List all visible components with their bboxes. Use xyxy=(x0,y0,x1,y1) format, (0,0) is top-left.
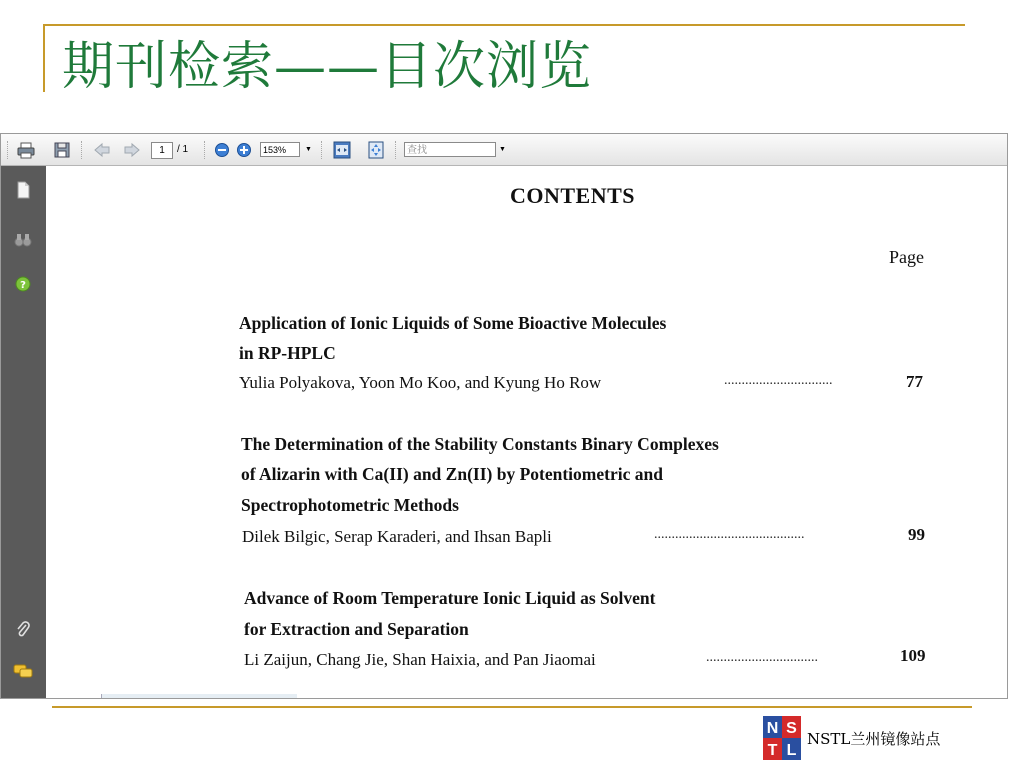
document-page-area[interactable] xyxy=(46,166,1008,699)
zoom-dropdown-chevron-down-icon[interactable]: ▼ xyxy=(305,146,312,153)
search-binoculars-icon[interactable] xyxy=(13,230,33,250)
entry-title-line: of Alizarin with Ca(II) and Zn(II) by Potentiometric and xyxy=(241,464,663,484)
entry-page-number: 109 xyxy=(900,646,926,665)
next-page-icon[interactable] xyxy=(123,141,141,159)
find-input[interactable]: 查找 xyxy=(404,142,496,157)
entry-title-line: in RP-HPLC xyxy=(239,343,336,363)
previous-page-icon[interactable] xyxy=(93,141,111,159)
page-total-label: / 1 xyxy=(177,144,189,155)
toolbar-separator xyxy=(81,141,84,159)
page-column-label: Page xyxy=(889,247,924,267)
page-number-input[interactable]: 1 xyxy=(151,142,173,159)
logo-letter: L xyxy=(786,742,797,759)
attachment-icon[interactable] xyxy=(13,620,33,640)
slide-top-rule xyxy=(43,24,965,26)
help-icon[interactable] xyxy=(13,274,33,294)
entry-page-number: 77 xyxy=(906,372,923,391)
nstl-logo xyxy=(763,716,801,760)
zoom-level-select[interactable]: 153% xyxy=(260,142,300,157)
entry-authors: Yulia Polyakova, Yoon Mo Koo, and Kyung Ho Row xyxy=(239,373,602,392)
print-icon[interactable] xyxy=(17,141,35,159)
entry-page-number: 99 xyxy=(908,525,925,544)
toolbar-separator xyxy=(321,141,324,159)
pages-icon[interactable] xyxy=(13,180,33,200)
zoom-out-icon[interactable] xyxy=(213,141,231,159)
entry-title-line: Spectrophotometric Methods xyxy=(241,495,459,515)
slide-left-rule xyxy=(43,24,45,92)
svg-text:?: ? xyxy=(20,280,26,291)
entry-leader-dots: ........................................... xyxy=(654,527,805,542)
logo-letter: S xyxy=(786,720,797,737)
logo-letter: N xyxy=(766,720,779,737)
horizontal-scrollbar[interactable] xyxy=(101,694,297,699)
entry-title-line: The Determination of the Stability Constants Binary Complexes xyxy=(241,434,719,454)
find-dropdown-chevron-down-icon[interactable]: ▼ xyxy=(499,146,506,153)
pdf-viewer-window xyxy=(0,133,1008,699)
viewer-toolbar xyxy=(1,134,1007,166)
entry-leader-dots: ................................ xyxy=(706,650,818,665)
logo-letter: T xyxy=(767,742,778,759)
save-icon[interactable] xyxy=(53,141,71,159)
comments-icon[interactable] xyxy=(13,662,33,682)
entry-title-line: Application of Ionic Liquids of Some Bioactive Molecules xyxy=(239,313,667,333)
fit-page-icon[interactable] xyxy=(367,141,385,159)
toolbar-separator xyxy=(204,141,207,159)
contents-heading: CONTENTS xyxy=(510,183,636,208)
toolbar-grip[interactable] xyxy=(7,141,10,159)
zoom-in-icon[interactable] xyxy=(235,141,253,159)
entry-title-line: Advance of Room Temperature Ionic Liquid as Solvent xyxy=(244,588,656,608)
navigation-sidebar xyxy=(1,166,46,699)
entry-authors: Li Zaijun, Chang Jie, Shan Haixia, and Pan Jiaomai xyxy=(244,650,596,669)
toolbar-separator xyxy=(395,141,398,159)
slide-bottom-rule xyxy=(52,706,972,708)
slide-title: 期刊检索——目次浏览 xyxy=(62,37,593,97)
entry-authors: Dilek Bilgic, Serap Karaderi, and Ihsan Bapli xyxy=(242,527,552,546)
fit-width-icon[interactable] xyxy=(333,141,351,159)
footer-site-label: NSTL兰州镜像站点 xyxy=(807,730,941,748)
entry-leader-dots: ............................... xyxy=(724,373,833,388)
entry-title-line: for Extraction and Separation xyxy=(244,619,469,639)
